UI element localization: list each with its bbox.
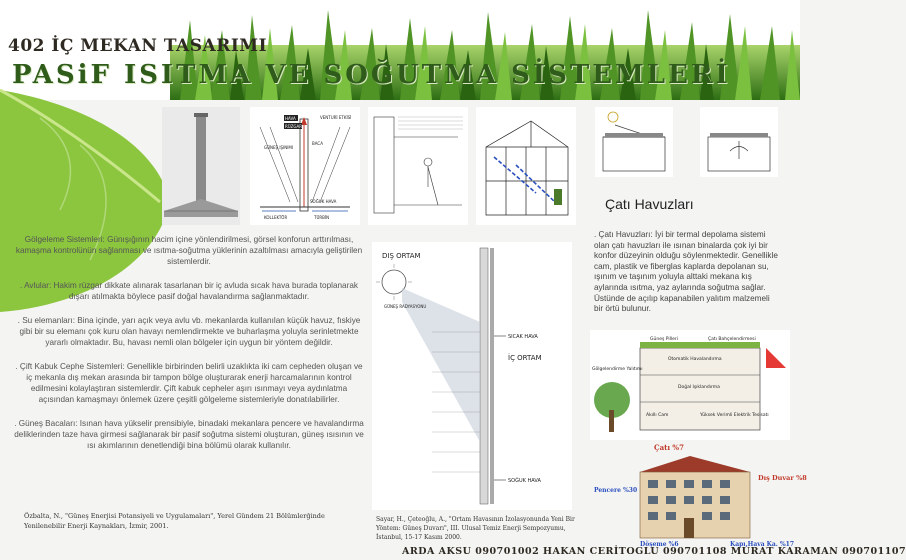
- house-label-2: Çatı Bahçelendirmesi: [708, 337, 756, 342]
- green-house-diagram: [590, 330, 790, 440]
- reference-center: Sayar, H., Çeteoğlu, A., "Ortam Havasının İzolasyonunda Yeni Bir Yöntem: Güneş Duvarı", III. Ulusal Temiz Enerji Sempozyumu, İstanbul, 15-17 Kasım 2000.: [376, 516, 575, 541]
- roof-pool-drawing-2: [700, 107, 778, 177]
- roof-pools-heading: Çatı Havuzları: [605, 196, 694, 212]
- solar-chimney-diagram: [250, 107, 360, 225]
- flow-label-baca: BACA: [312, 141, 323, 146]
- paragraph-double-skin: . Çift Kabuk Cephe Sistemleri: Genellikle birbirinden belirli uzaklıkta iki cam cepheden oluşan ve iç mekanla dış mekan arasında bir tampon bölge oluşturarak enerji harcamalarının kontrol edilmesini kolaylaştıran sistemlerdir. Çift kabuk cepheler aşırı ısınmayı veya aydınlatma açısından kamaşmayı önlemek üzere çeşitli gölgeleme sistemleriyle donatılabilirler.: [15, 362, 363, 404]
- building-label-door: Kapı,Hava Ka. %17: [730, 541, 795, 548]
- roof-pool-drawing-1: [595, 107, 673, 177]
- label-sicak-hava: SICAK HAVA: [508, 334, 538, 340]
- building-label-window: Pencere %30: [594, 487, 638, 494]
- course-title: 402 İÇ MEKAN TASARIMI: [8, 36, 268, 56]
- house-label-7: Gölgelendirme Yalıtımı: [592, 367, 643, 372]
- house-label-3: Otomatik Havalandırma: [668, 357, 722, 362]
- paragraph-water: . Su elemanları: Bina içinde, yarı açık veya avlu vb. mekanlarda kullanılan küçük havuz, fıskiye gibi bir su elemanı çok kuru olan havayı nemlendirmekte ve buharlaşma yoluyla serinletmekte yararlı olmaktadır. Bu, havası nemli olan bölgeler için uygun bir yöntem değildir.: [17, 316, 361, 347]
- flow-label-turbin: TÜRBİN: [314, 215, 330, 220]
- solar-wall-diagram: [372, 242, 572, 510]
- label-soguk-hava: SOĞUK HAVA: [508, 478, 541, 484]
- paragraph-courtyards: . Avlular: Hakim rüzgar dikkate alınarak tasarlanan bir iç avluda sıcak hava burada toplanarak dışarı atılmakta böylece pasif doğal havalandırma sağlanmaktadır.: [20, 281, 358, 301]
- student-names: ARDA AKSU 090701002 HAKAN CERİTOGLU 090701108 MURAT KARAMAN 090701107: [402, 546, 906, 557]
- flow-label-ruzgar: RÜZGAR: [285, 124, 302, 129]
- solar-chimney-photo: [162, 107, 240, 225]
- label-dis-ortam: DIŞ ORTAM: [382, 252, 421, 260]
- page-title: PASiF ISITMA VE SOĞUTMA SİSTEMLERİ: [12, 60, 731, 90]
- house-label-6: Yüksek Verimli Elektrik Tesisatı: [700, 413, 769, 418]
- flow-label-kollektor: KOLLEKTÖR: [264, 215, 288, 220]
- label-ic-ortam: İÇ ORTAM: [508, 354, 542, 362]
- house-label-4: Doğal Işıklandırma: [678, 385, 720, 390]
- room-section-drawing: [368, 107, 468, 225]
- building-label-wall: Dış Duvar %8: [758, 474, 807, 482]
- building-label-floor: Döşeme %6: [640, 541, 679, 548]
- flow-label-hava: HAVA: [285, 116, 296, 121]
- house-label-5: Akıllı Cam: [646, 413, 669, 418]
- paragraph-solar-chimney: . Güneş Bacaları: Isınan hava yükselir prensibiyle, binadaki mekanlara pencere ve havalandırma deliklerinden taze hava girmesi sağlanarak bir pasif soğutma sistemi oluşturan, güneş ısısının ve ısı akımlarının denetlendiği bina bölümü olarak kullanılır.: [14, 419, 364, 450]
- building-label-roof: Çatı %7: [654, 443, 684, 452]
- building-heat-loss-diagram: [590, 440, 807, 548]
- paragraph-shading: Gölgeleme Sistemleri: Günışığının hacim içine yönlendirilmesi, görsel konforun arttırılması, kamaşma kontrolünün sağlanması ve ısıtma-soğutma yüklerinin azaltılması amacıyla geliştirilen sistemlerdir.: [15, 235, 363, 266]
- flow-label-gunes: GÜNEŞ IŞINIMI: [264, 145, 294, 150]
- flow-label-sogukhava: SOĞUK HAVA: [310, 199, 337, 204]
- flow-label-venturi: VENTURİ ETKİSİ: [320, 115, 352, 120]
- roof-pools-paragraph: . Çatı Havuzları: İyi bir termal depolama sistemi olan çatı havuzları ile ısınan binalarda çok iyi bir konfor düzeyinin olduğu söylenmektedir. Genellikle cam, plastik ve fiberglas kaplarda depolanan su, ışınım ve taşınım yoluyla alttaki mekana kış aylarında ısıtma, yaz aylarında soğutma sağlar. Üstünde de açılıp kapanabilen yalıtım malzemeli bir örtü bulunur.: [594, 230, 778, 314]
- house-label-1: Güneş Pilleri: [650, 337, 678, 342]
- label-gunes: GÜNEŞ RADYASYONU: [384, 304, 427, 309]
- left-text-column: [14, 234, 364, 464]
- reference-left: Özbalta, N., "Güneş Enerjisi Potansiyeli ve Uygulamaları", Yerel Gündem 21 Bölümlerğinde Yenilenebilir Enerji Kaynakları, İzmir, 2001.: [24, 512, 325, 530]
- glass-envelope-drawing: [476, 107, 576, 225]
